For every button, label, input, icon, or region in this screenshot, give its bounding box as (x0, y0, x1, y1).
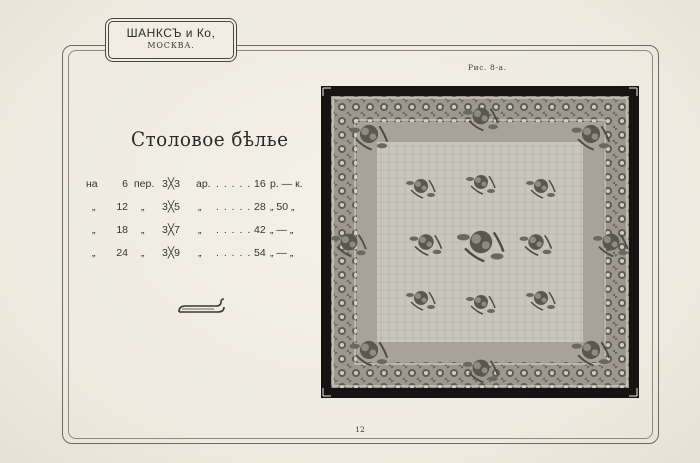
row-price-unit: р. — к. (270, 178, 303, 190)
row-unit: „ (141, 224, 145, 236)
row-persons: 24 (116, 247, 128, 259)
row-prefix: „ (92, 201, 96, 213)
row-price: 28 (254, 201, 266, 213)
scroll-ornament-icon (176, 298, 228, 316)
firm-city: МОСКВА. (147, 41, 195, 50)
row-size: 3╳3 (162, 178, 181, 190)
row-prefix: „ (92, 224, 96, 236)
row-price: 42 (254, 224, 266, 236)
row-persons: 6 (122, 178, 128, 190)
price-row (86, 247, 326, 270)
firm-name: ШАНКСЪ и Ко, (126, 26, 216, 40)
row-price-unit: „ 50 „ (270, 201, 295, 213)
price-table (86, 178, 326, 270)
row-persons: 12 (116, 201, 128, 213)
price-row (86, 178, 326, 201)
row-dots: . . . . . (216, 178, 252, 190)
row-size: 3╳7 (162, 224, 181, 236)
row-size-unit: „ (198, 201, 202, 213)
row-prefix: „ (92, 247, 96, 259)
row-price-unit: „ — „ (270, 224, 294, 236)
row-size-unit: ар. (196, 178, 211, 190)
row-size: 3╳5 (162, 201, 181, 213)
page-title: Столовое бѣлье (131, 127, 289, 151)
row-unit: „ (141, 247, 145, 259)
row-persons: 18 (116, 224, 128, 236)
page-number: 12 (355, 425, 365, 434)
row-size-unit: „ (198, 247, 202, 259)
row-unit: пер. (134, 178, 155, 190)
tablecloth-photo (321, 86, 639, 398)
figure-label: Рис. 8-a. (468, 63, 507, 72)
price-row (86, 201, 326, 224)
row-price-unit: „ — „ (270, 247, 294, 259)
row-price: 16 (254, 178, 266, 190)
row-dots: . . . . . (216, 201, 252, 213)
firm-cartouche (108, 21, 234, 59)
price-row (86, 224, 326, 247)
row-price: 54 (254, 247, 266, 259)
row-dots: . . . . . (216, 224, 252, 236)
row-unit: „ (141, 201, 145, 213)
row-size-unit: „ (198, 224, 202, 236)
row-size: 3╳9 (162, 247, 181, 259)
row-dots: . . . . . (216, 247, 252, 259)
row-prefix: на (86, 178, 98, 190)
